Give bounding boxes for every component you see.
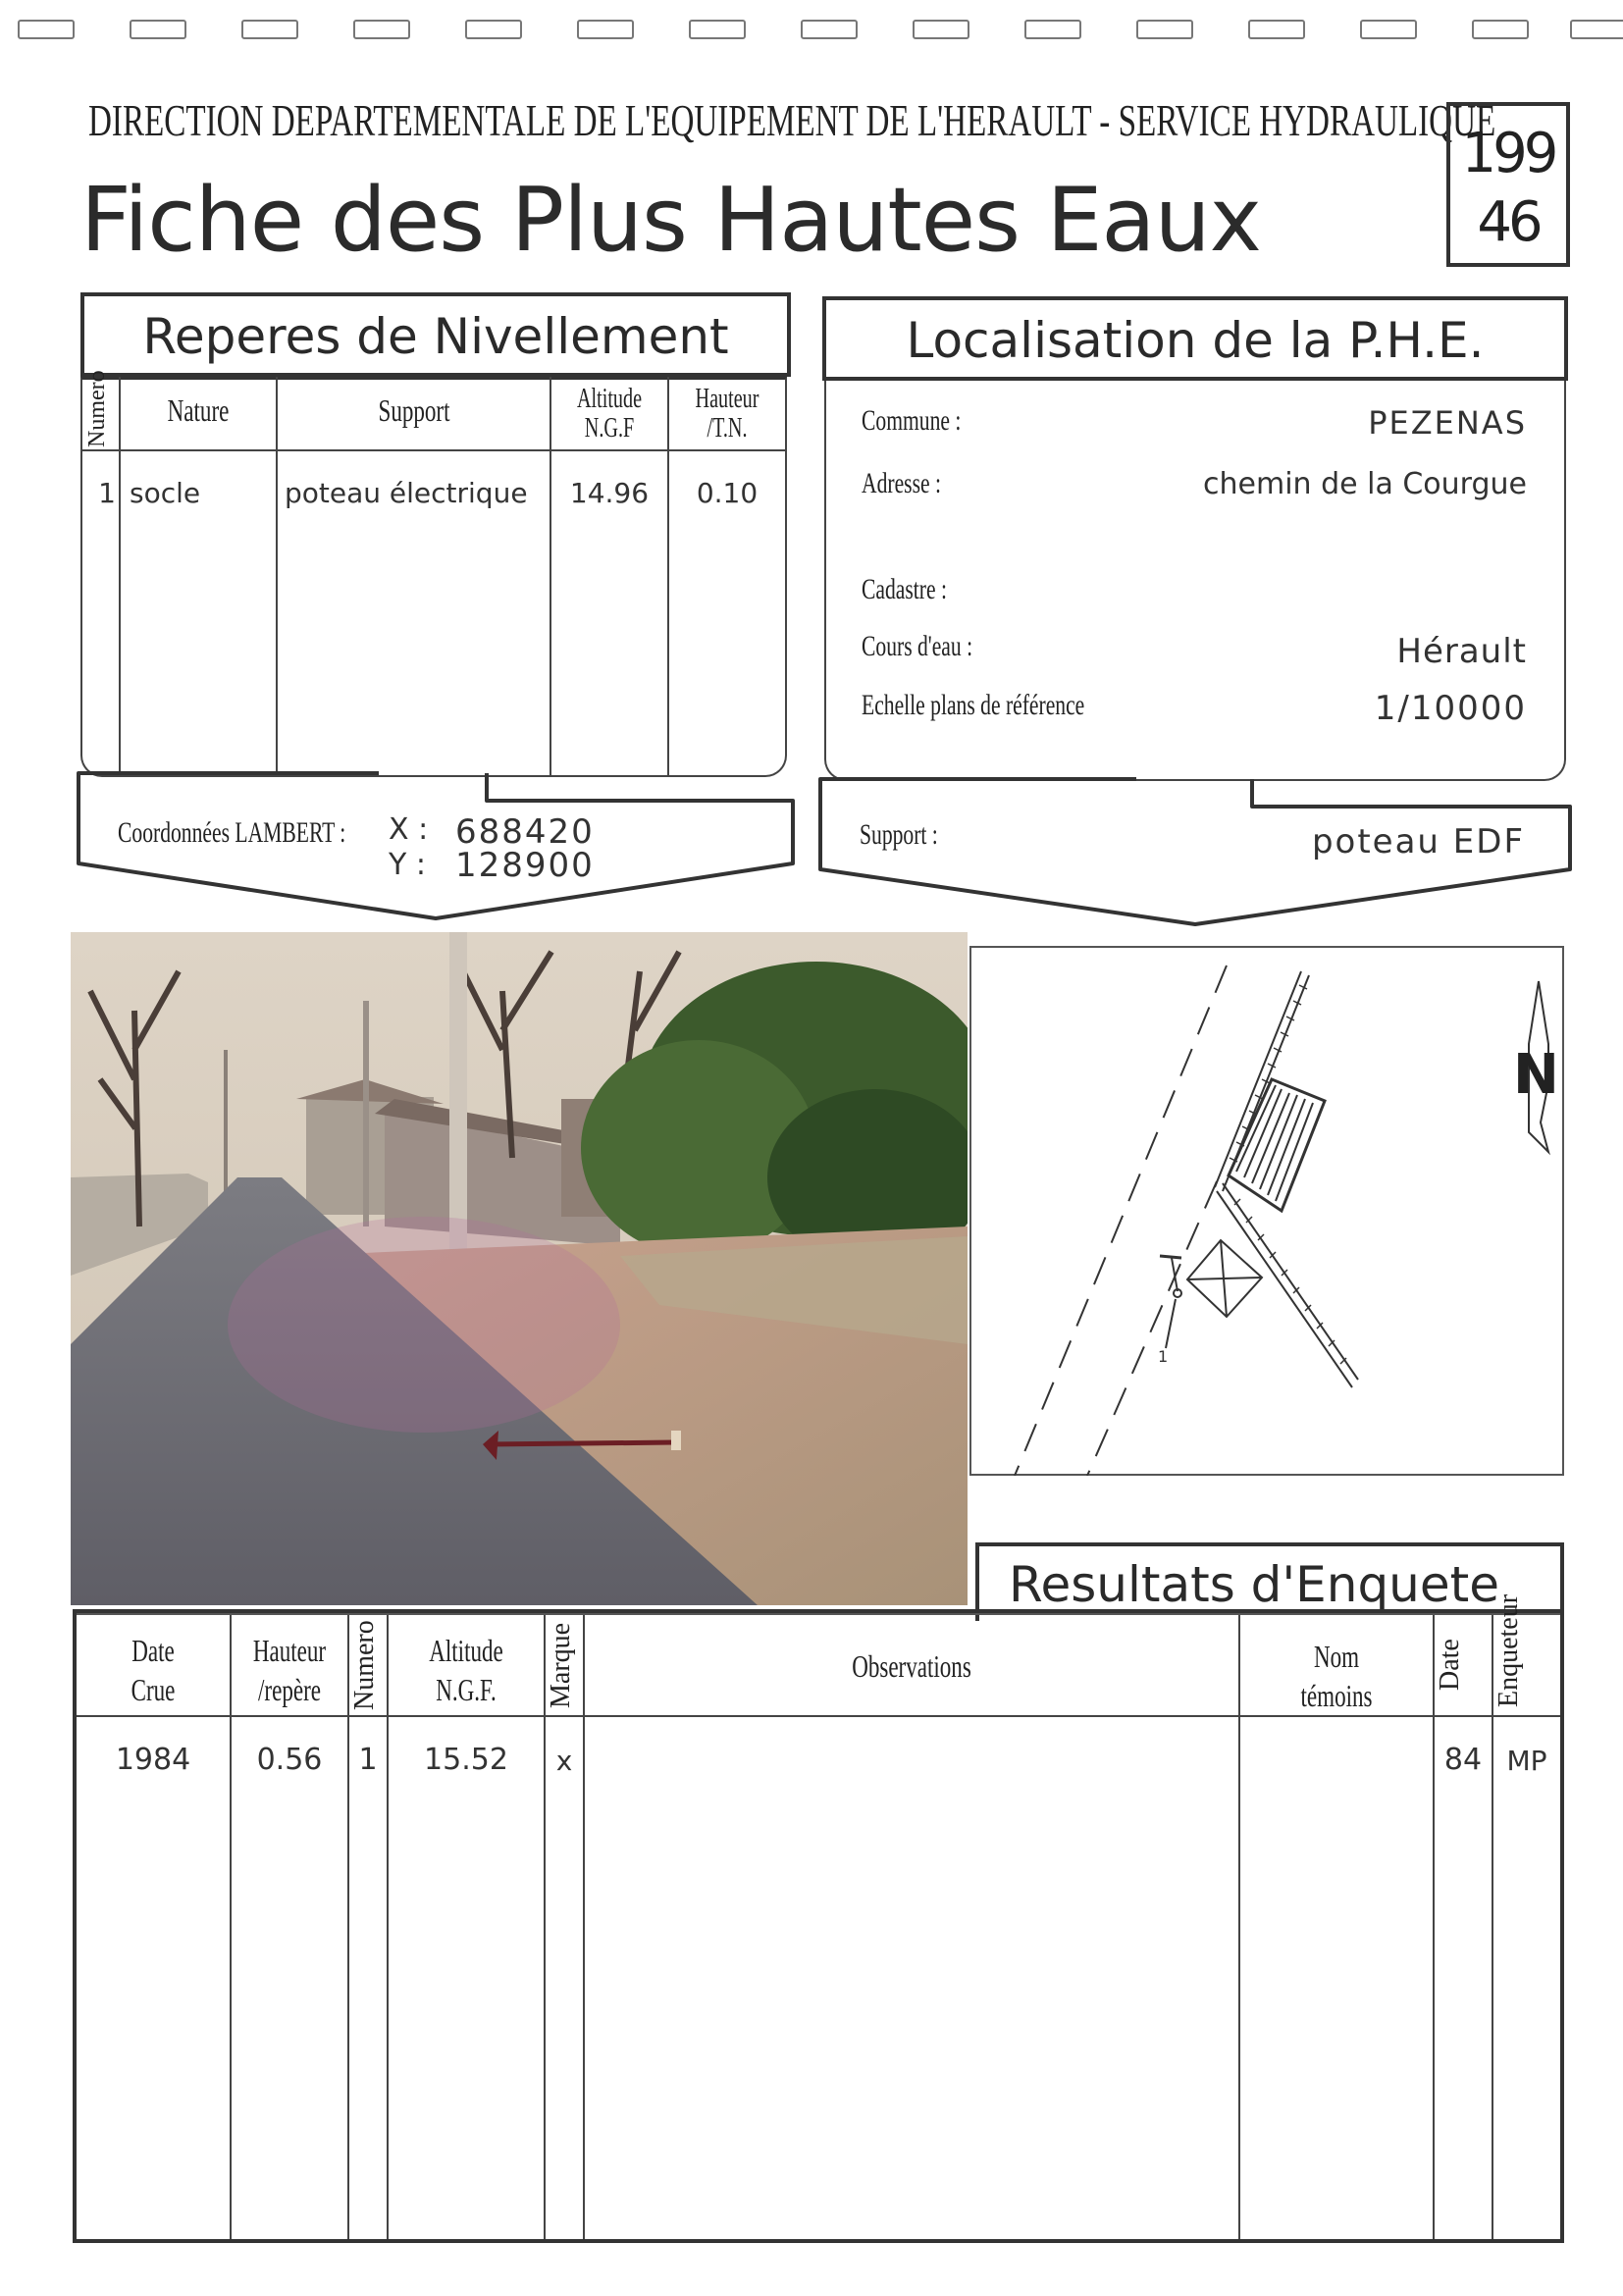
resultats-title: Resultats d'Enquete [1009,1556,1499,1613]
cell-altitude: 14.96 [569,477,650,509]
binder-hole [689,20,746,39]
cell-enqueteur: MP [1506,1745,1547,1777]
col-altitude-header: Altitude N.G.F. [429,1633,503,1707]
col-date-header: Date [1435,1639,1465,1692]
binder-hole [1024,20,1081,39]
binder-hole [465,20,522,39]
cours-eau-value: Hérault [1396,632,1527,671]
lambert-label: Coordonnées LAMBERT : [118,816,346,849]
lambert-x-label: X : [389,812,429,847]
binder-hole [577,20,634,39]
col-support-header: Support [378,392,450,428]
col-observations-header: Observations [852,1648,971,1684]
lambert-y-value: 128900 [455,846,595,885]
reperes-table [80,370,787,777]
binder-hole [1570,20,1623,39]
col-altitude-header: Altitude N.G.F [576,384,643,444]
cell-date-crue: 1984 [115,1743,191,1777]
binder-hole [241,20,298,39]
binder-hole [1360,20,1417,39]
col-temoins-header: Nom témoins [1300,1639,1373,1713]
col-date-crue-header: Date Crue [131,1633,176,1707]
col-numero-header: Numero [84,370,110,447]
col-hauteur-header: Hauteur /T.N. [695,384,759,444]
page-title: Fiche des Plus Hautes Eaux [80,169,1261,272]
localisation-title: Localisation de la P.H.E. [906,312,1485,369]
col-hauteur-repere-header: Hauteur /repère [252,1633,327,1707]
adresse-label: Adresse : [862,467,941,499]
binder-hole [1136,20,1193,39]
reperes-title: Reperes de Nivellement [142,308,729,365]
cours-eau-label: Cours d'eau : [862,630,973,662]
support-label: Support : [860,818,938,851]
cell-altitude: 15.52 [424,1743,508,1777]
code-line-1: 199 [1461,122,1555,185]
echelle-value: 1/10000 [1374,689,1527,728]
binder-hole [130,20,186,39]
north-icon: N [1513,1043,1559,1107]
cell-hauteur: 0.10 [696,477,759,509]
adresse-value: chemin de la Courgue [1203,467,1527,501]
commune-value: PEZENAS [1368,404,1527,442]
code-line-2: 46 [1477,190,1540,254]
lambert-x-value: 688420 [455,812,595,852]
commune-label: Commune : [862,404,962,437]
binder-hole [913,20,969,39]
cell-numero: 1 [98,477,116,509]
binder-hole [1248,20,1305,39]
code-box [1446,102,1570,267]
lambert-y-label: Y : [389,848,426,882]
department-header: DIRECTION DEPARTEMENTALE DE L'EQUIPEMENT DE L'HERAULT - SERVICE HYDRAULIQUE [88,95,1496,145]
cell-numero: 1 [358,1743,378,1777]
reperes-title-box [80,292,791,377]
plan-repere-number: 1 [1158,1347,1169,1366]
support-value: poteau EDF [1311,822,1525,861]
site-plan-drawing [969,946,1564,1476]
cell-hauteur: 0.56 [256,1743,323,1777]
localisation-title-box [822,296,1568,381]
binder-hole [1472,20,1529,39]
binder-hole [353,20,410,39]
cell-date: 84 [1443,1743,1483,1777]
cell-support: poteau électrique [285,477,528,509]
site-photo [71,932,968,1605]
cadastre-label: Cadastre : [862,573,947,605]
echelle-label: Echelle plans de référence [862,689,1085,721]
col-marque-header: Marque [546,1622,576,1708]
col-nature-header: Nature [167,392,230,428]
cell-marque: x [555,1745,573,1777]
binder-hole [18,20,75,39]
col-numero-header: Numero [349,1620,380,1710]
col-enqueteur-header: Enqueteur [1493,1593,1524,1707]
cell-nature: socle [130,477,201,509]
binder-hole [801,20,858,39]
